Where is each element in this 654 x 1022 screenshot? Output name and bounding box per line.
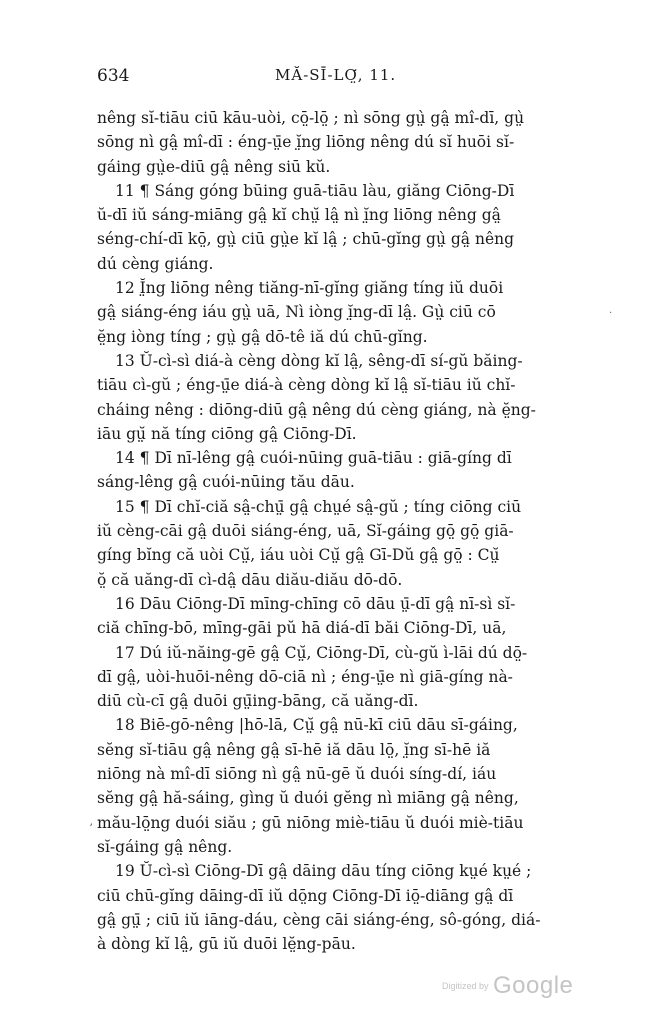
page-header <box>97 66 563 90</box>
verse-11-line: 11 ¶ Sáng góng būing guā-tiāu làu, giăng Ciōng-Dī <box>115 181 515 200</box>
verse-12-line: 12 Ĭ̤ng liōng nêng tiăng-nī-gĭng giăng tíng iŭ duōi <box>115 279 504 298</box>
text-line: sĕng gâ̤ hă-sáing, gìng ŭ duói gĕng nì miāng gâ̤ nêng, <box>97 789 519 808</box>
text-line: ciă chīng-bō, mīng-gāi pŭ hā diá-dī băi Ciōng-Dī, uā, <box>97 619 507 638</box>
verse-18-line: 18 Biē-gō-nêng |hō-lā, Cṳ̆ gâ̤ nū-kī ciū dāu sī-gáing, <box>115 716 518 735</box>
text-line: dú cèng giáng. <box>97 254 214 273</box>
text-line: niōng nà mî-dī siōng nì gâ̤ nū-gē ŭ duói síng-dí, iáu <box>97 765 497 784</box>
margin-mark: ʼ <box>89 822 93 835</box>
page-number: 634 <box>97 66 130 86</box>
text-line: nêng sĭ-tiāu ciū kāu-uòi, cō̤-lō̤ ; nì sōng gṳ̀ gâ̤ mî-dī, gṳ̀ <box>97 109 525 127</box>
verse-15-line: 15 ¶ Dī chĭ-ciă sâ̤-chṳ̄ gâ̤ chṳé sâ̤-gŭ ; tíng ciōng ciū <box>115 497 522 516</box>
text-line: cháing nêng : diōng-diū gâ̤ nêng dú cèng giáng, nà ĕ̤ng- <box>97 400 536 419</box>
text-line: sōng nì gâ̤ mî-dī : éng-ṳ̄e ĭ̤ng liōng nêng dú sĭ huōi sĭ- <box>97 133 515 152</box>
verse-16-line: 16 Dāu Ciōng-Dī mīng-chīng cō dāu ṳ̄-dī gâ̤ nī-sì sĭ- <box>115 594 516 613</box>
text-line: sĕng sĭ-tiāu gâ̤ nêng gâ̤ sī-hē iă dāu lō̤, ĭ̤ng sī-hē iă <box>97 740 491 759</box>
text-line: sáng-lêng gâ̤ cuói-nūing tău dāu. <box>97 473 355 492</box>
text-line: gâ̤ siáng-éng iáu gṳ̀ uā, Nì iòng ĭ̤ng-dī lâ̤. Gṳ̀ ciū cō <box>97 303 496 322</box>
text-line: ŭ-dī iŭ sáng-miāng gâ̤ kĭ chṳ̆ lâ̤ nì ĭ̤ng liōng nêng gâ̤ <box>97 206 501 225</box>
text-line: tiāu cì-gŭ ; éng-ṳ̄e diá-à cèng dòng kĭ lâ̤ sĭ-tiāu iŭ chĭ- <box>97 376 516 395</box>
text-line: à dòng kĭ lâ̤, gū iŭ duōi lĕ̤ng-pāu. <box>97 935 356 954</box>
text-line: iŭ cèng-cāi gâ̤ duōi siáng-éng, uā, Sĭ-gáing gō̤ gō̤ giā- <box>97 522 514 541</box>
text-line: gáing gṳ̀e-diū gâ̤ nêng siū kŭ. <box>97 157 331 176</box>
verse-19-line: 19 Ŭ-cì-sì Ciōng-Dī gâ̤ dāing dāu tíng ciōng kṳé kṳé ; <box>115 862 532 881</box>
text-line: mău-lō̤ng duói siău ; gū niōng miè-tiāu ŭ duói miè-tiāu <box>97 813 524 832</box>
margin-dot: · <box>609 308 613 319</box>
text-line: dī gâ̤, uòi-huōi-nêng dō-ciā nì ; éng-ṳ̄e nì giā-gíng nà- <box>97 667 513 686</box>
body-text <box>97 106 597 956</box>
text-line: iāu gṳ̆ nă tíng ciōng gâ̤ Ciōng-Dī. <box>97 424 357 443</box>
text-line: ciū chū-gĭng dāing-dī iŭ dō̤ng Ciōng-Dī iō̤-diāng gâ̤ dī <box>97 886 514 905</box>
watermark-prefix: Digitized by <box>442 981 489 991</box>
text-line: gâ̤ gṳ̄ ; ciū iŭ iāng-dáu, cèng cāi siáng-éng, sô-góng, diá- <box>97 910 541 929</box>
text-line: gíng bĭng că uòi Cṳ̆, iáu uòi Cṳ̆ gâ̤ Gī-Dŭ gâ̤ gō̤ : Cṳ̆ <box>97 546 500 565</box>
text-line: diū cù-cī gâ̤ duōi gṳ̄ing-bāng, că uăng-dī. <box>97 692 419 711</box>
verse-17-line: 17 Dú iŭ-năing-gē gâ̤ Cṳ̆, Ciōng-Dī, cù-gŭ ì-lāi dú dō̤- <box>115 643 528 662</box>
text-line: ĕ̤ng iòng tíng ; gṳ̀ gâ̤ dō-tê iă dú chū-gĭng. <box>97 327 428 346</box>
verse-14-line: 14 ¶ Dī nī-lêng gâ̤ cuói-nūing guā-tiāu : giā-gíng dī <box>115 449 512 468</box>
text-line: ŏ̤ că uăng-dī cì-dâ̤ dāu diău-diău dō-dō. <box>97 570 403 589</box>
digitization-watermark <box>442 972 573 1000</box>
text-line: séng-chí-dī kō̤, gṳ̀ ciū gṳ̀e kĭ lâ̤ ; chū-gĭng gṳ̀ gâ̤ nêng <box>97 230 515 249</box>
verse-13-line: 13 Ŭ-cì-sì diá-à cèng dòng kĭ lâ̤, sêng-dī sí-gŭ băing- <box>115 351 523 370</box>
text-line: sĭ-gáing gâ̤ nêng. <box>97 837 233 856</box>
running-head: MĂ-SĪ-LƠ̤, 11. <box>275 66 397 84</box>
google-logo: Google <box>492 972 574 999</box>
